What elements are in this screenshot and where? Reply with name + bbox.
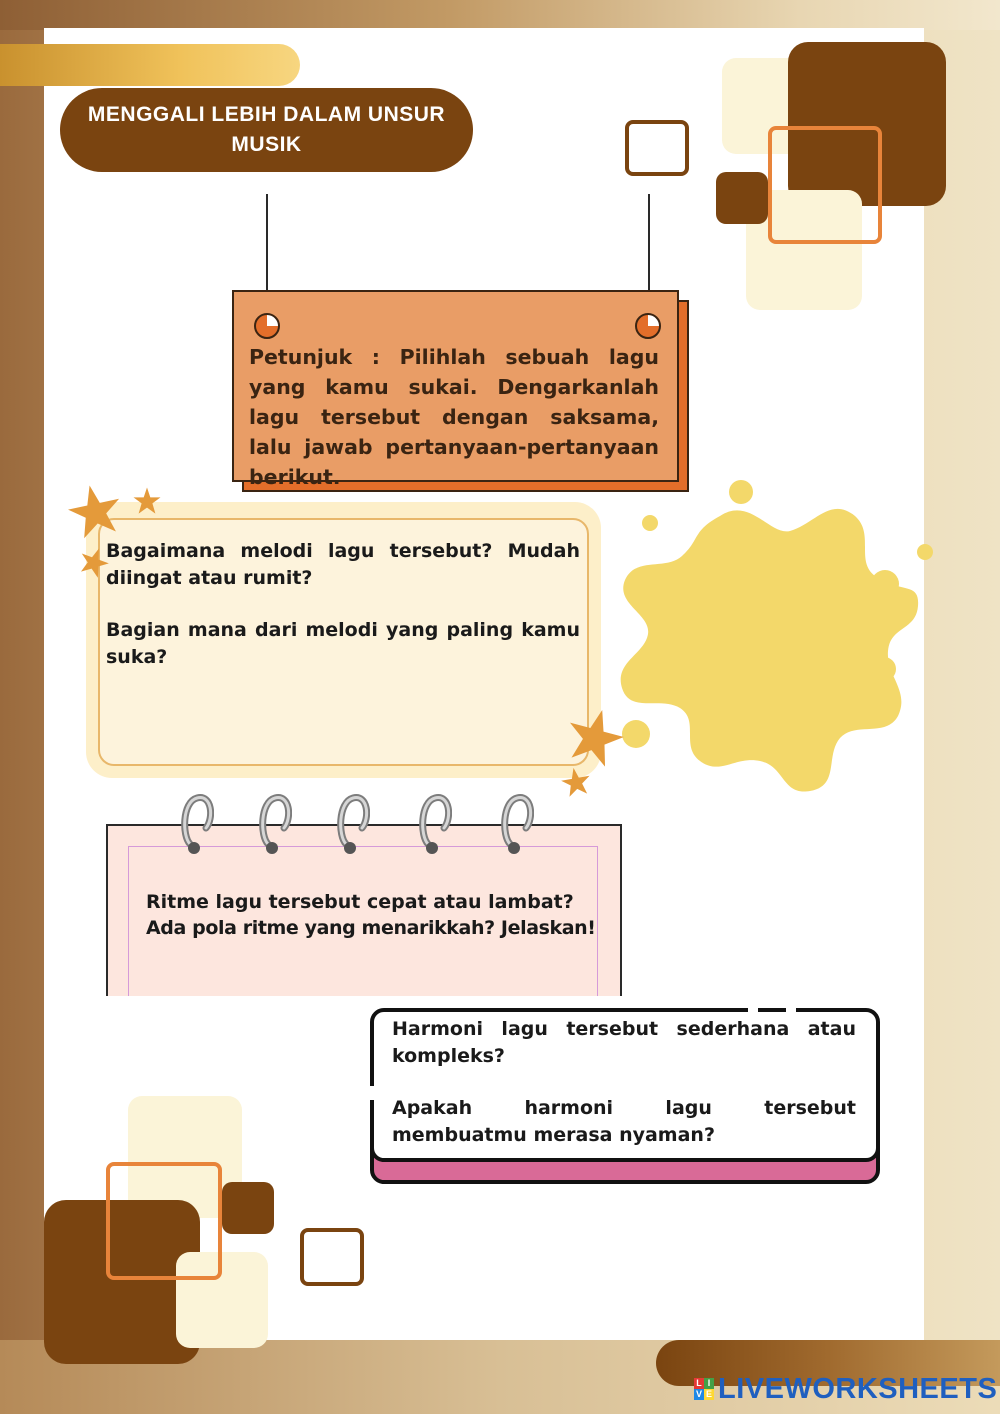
page-title: [88, 100, 445, 160]
logo-letter-i: I: [704, 1378, 714, 1389]
star-icon: [66, 482, 124, 540]
star-icon: [560, 766, 592, 798]
gold-accent-pill: [0, 44, 300, 86]
star-icon: [132, 486, 162, 516]
pushpin-icon: [635, 313, 661, 339]
ritme-question-1: Ritme lagu tersebut cepat atau lambat?: [146, 891, 574, 913]
spiral-ring-icon: [500, 792, 534, 854]
deco-square-brown-outline: [625, 120, 689, 176]
pushpin-icon: [254, 313, 280, 339]
page-title-line2: MUSIK: [231, 133, 302, 156]
logo-letter-e: E: [705, 1389, 712, 1399]
title-banner: [60, 88, 473, 172]
ritme-question-2: Ada pola ritme yang menarikkah? Jelaskan!: [146, 917, 596, 939]
melodi-question-1: Bagaimana melodi lagu tersebut? Mudah diingat atau rumit?: [106, 540, 580, 589]
spiral-ring-icon: [418, 792, 452, 854]
deco-square-brown-small-bottom: [222, 1182, 274, 1234]
logo-letter-l: L: [694, 1378, 704, 1389]
spiral-ring-icon: [258, 792, 292, 854]
logo-letter-v: V: [695, 1389, 702, 1399]
deco-square-brown-small: [716, 172, 768, 224]
deco-square-brown-outline-bottom: [300, 1228, 364, 1286]
spiral-ring-icon: [180, 792, 214, 854]
harmoni-question-1: Harmoni lagu tersebut sederhana atau kompleks?: [392, 1018, 856, 1067]
top-gradient-band: [0, 0, 1000, 30]
harmoni-border-gap: [366, 1086, 374, 1100]
deco-square-orange-outline-bottom: [106, 1162, 222, 1280]
star-icon: [78, 546, 110, 578]
paint-splat-icon: [600, 476, 940, 806]
spiral-ring-icon: [336, 792, 370, 854]
star-icon: [564, 706, 626, 768]
harmoni-question-2: Apakah harmoni lagu tersebut membuatmu merasa nyaman?: [392, 1097, 856, 1146]
brand-name: LIVEWORKSHEETS: [718, 1372, 998, 1405]
melodi-question-2: Bagian mana dari melodi yang paling kamu suka?: [106, 619, 580, 668]
harmoni-border-gap: [748, 1006, 758, 1014]
instruction-text: Petunjuk : Pilihlah sebuah lagu yang kamu sukai. Dengarkanlah lagu tersebut dengan saksama, lalu jawab pertanyaan-pertanyaan berikut.: [249, 345, 659, 489]
liveworksheets-brand[interactable]: [694, 1372, 997, 1406]
harmoni-border-gap: [786, 1006, 796, 1014]
page-title-line1: MENGGALI LEBIH DALAM UNSUR: [87, 103, 446, 126]
liveworksheets-logo-icon: [694, 1378, 714, 1400]
deco-square-orange-outline: [768, 126, 882, 244]
